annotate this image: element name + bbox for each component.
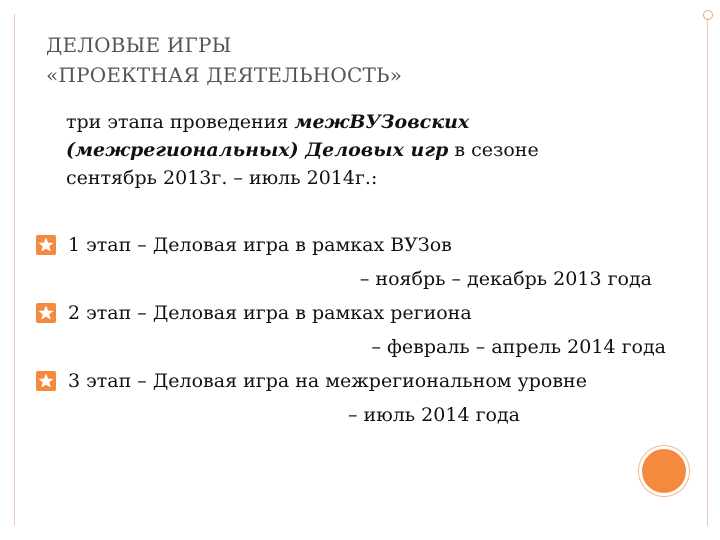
star-bullet-icon	[36, 235, 56, 255]
stage-1-title: 1 этап – Деловая игра в рамках ВУЗов	[68, 234, 452, 256]
intro-text-part1: три этапа проведения	[66, 111, 295, 133]
star-bullet-icon	[36, 371, 56, 391]
stage-2-dates: – февраль – апрель 2014 года	[371, 336, 666, 358]
intro-emphasis: межВУЗовских (межрегиональных) Деловых игр	[66, 111, 470, 161]
stage-item-1	[36, 228, 696, 296]
stage-2-title: 2 этап – Деловая игра в рамках региона	[68, 302, 472, 324]
stage-item-2	[36, 296, 696, 364]
stage-3-dates: – июль 2014 года	[347, 404, 520, 426]
stage-1-dates: – ноябрь – декабрь 2013 года	[359, 268, 652, 290]
frame-right-line	[707, 14, 708, 526]
intro-text-part2: в сезоне сентябрь 2013г. – июль 2014г.:	[66, 139, 539, 189]
stage-list	[36, 228, 696, 432]
frame-left-line	[14, 14, 15, 526]
stage-3-title: 3 этап – Деловая игра на межрегиональном уровне	[68, 370, 587, 392]
frame-corner-dot	[703, 10, 713, 20]
slide-title-line1: ДЕЛОВЫЕ ИГРЫ	[46, 33, 232, 57]
decorative-orange-circle	[642, 449, 686, 493]
slide-title	[46, 30, 402, 90]
star-bullet-icon	[36, 303, 56, 323]
intro-paragraph	[66, 108, 626, 192]
slide-title-line2: «ПРОЕКТНАЯ ДЕЯТЕЛЬНОСТЬ»	[46, 63, 403, 87]
stage-item-3	[36, 364, 696, 432]
